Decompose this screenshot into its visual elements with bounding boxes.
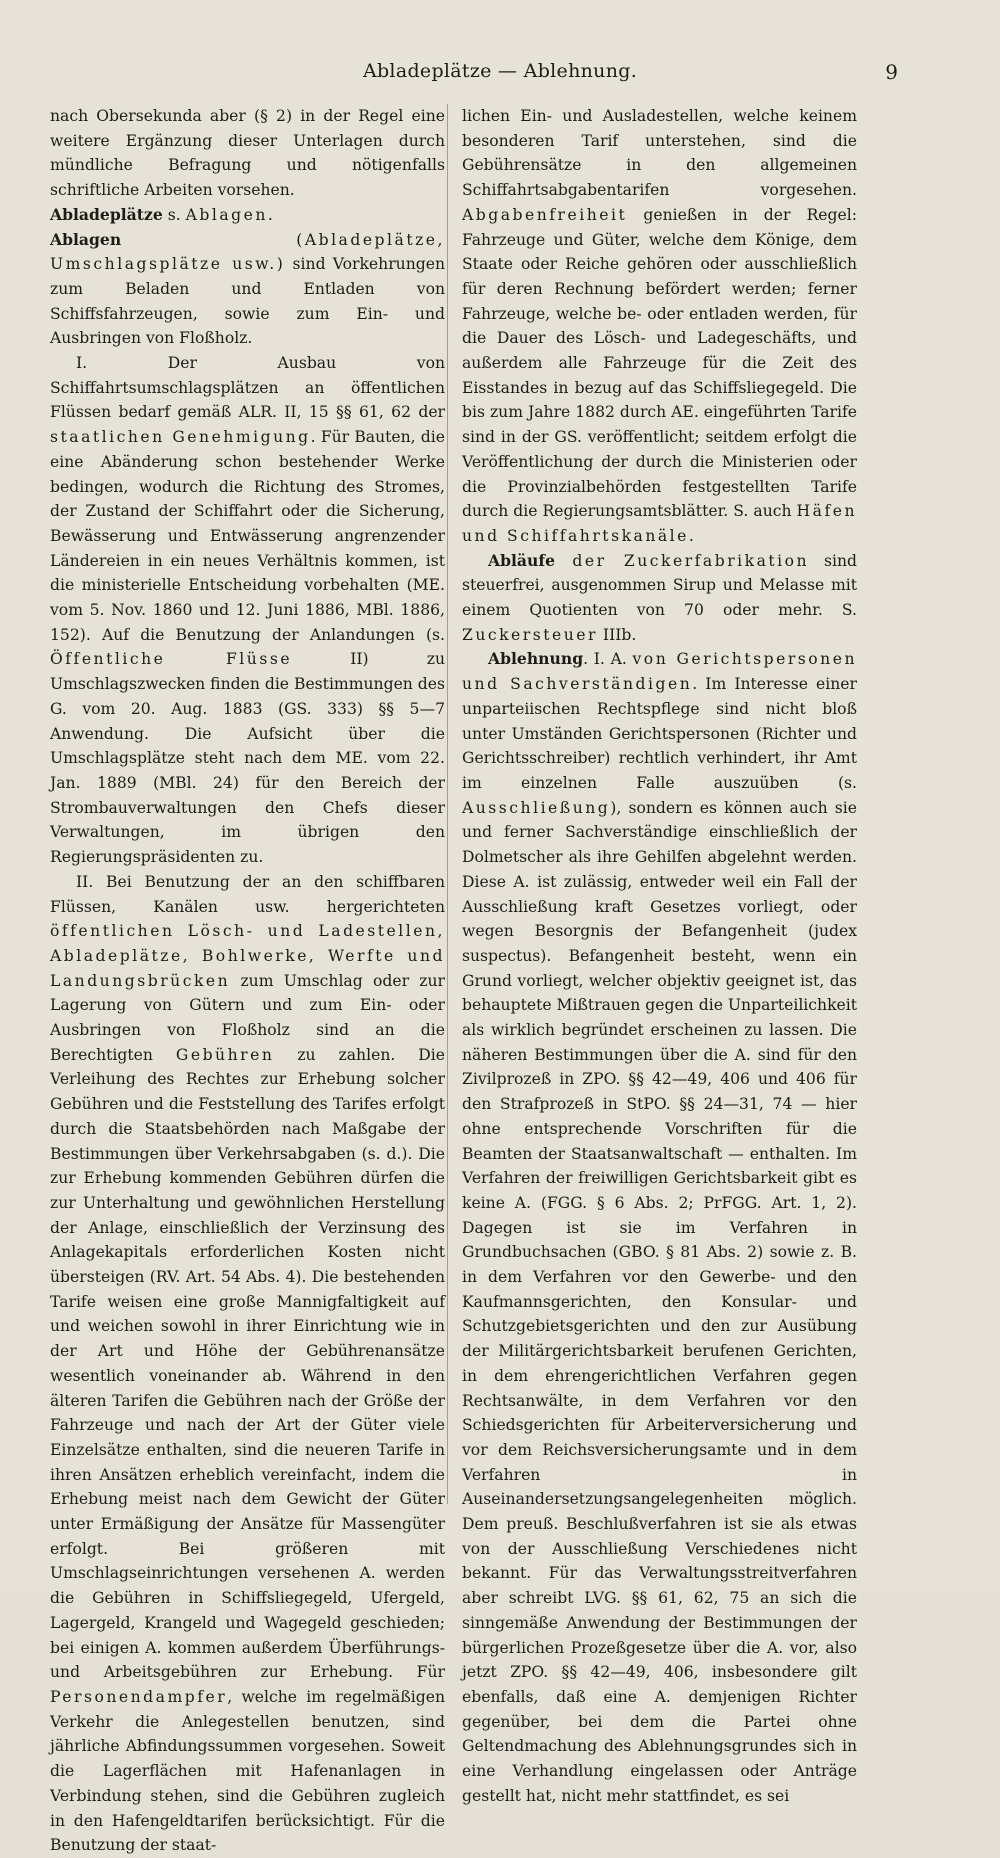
right-column [462, 104, 857, 1809]
cross-reference: Öffentliche Flüsse [50, 650, 293, 669]
entry-abladeplaetze: Abladeplätze s. Ablagen. [50, 204, 273, 224]
section-i: I. Der Ausbau von Schiffahrtsumschlagsplätzen an öffentlichen Flüssen bedarf gemäß ALR. II, 15 §§ 61, 62 der staatlichen Genehmigung. Für Bauten, die eine Abänderung schon bestehender Werke bedingen, wodurch die Richtung des Stromes, der Zustand der Schiffahrt oder die Sicherung, Bewässerung und Entwässerung angrenzender Ländereien in ein neues Verhältnis kommen, ist die ministerielle Entscheidung vorbehalten (ME. vom 5. Nov. 1860 und 12. Juni 1886, MBl. 1886, 152). Auf die Benutzung der Anlandungen (s. Öffentliche Flüsse II) zu Umschlagszwecken finden die Bestimmungen des G. vom 20. Aug. 1883 (GS. 333) §§ 5—7 Anwendung. Die Aufsicht über die Umschlagsplätze steht nach dem ME. vom 22. Jan. 1889 (MBl. 24) für den Bereich der Strombauverwaltungen den Chefs dieser Verwaltungen, im übrigen den Regierungspräsidenten zu. [50, 354, 446, 867]
lemma-abladeplaetze: Abladeplätze [50, 204, 163, 224]
paragraph-continuation: nach Obersekunda aber (§ 2) in der Regel eine weitere Ergänzung dieser Unterlagen durch mündliche Befragung und nötigenfalls schriftliche Arbeiten vorsehen. [50, 107, 445, 200]
lemma-ablehnung: Ablehnung [488, 649, 584, 669]
entry-ablaeufe: Abläufe der Zuckerfabrikation sind steuerfrei, ausgenommen Sirup und Melasse mit einem Quotienten von 70 oder mehr. S. Zuckersteuer IIIb. [462, 550, 857, 644]
cross-reference: Ablagen [185, 205, 268, 224]
page-header [0, 60, 1000, 90]
column-divider [447, 104, 448, 1504]
lemma-ablagen: Ablagen [50, 229, 122, 249]
lemma-ablaeufe: Abläufe [488, 550, 555, 570]
entry-ablagen: Ablagen (Abladeplätze, Umschlagsplätze usw.) sind Vorkehrungen zum Beladen und Entladen von Schiffsfahrzeugen, sowie zum Ein- und Ausbringen von Floßholz. [50, 229, 445, 348]
left-column [50, 104, 445, 1858]
running-head: Abladeplätze — Ablehnung. [362, 60, 638, 82]
cross-reference: Ausschließung [462, 798, 611, 817]
page-number: 9 [885, 60, 898, 84]
entry-ablehnung: Ablehnung. I. A. von Gerichtspersonen und Sachverständigen. Im Interesse einer unparteiischen Rechtspflege sind nicht bloß unter Umständen Gerichtspersonen (Richter und Gerichtsschreiber) rechtlich verhindert, ihr Amt im einzelnen Falle auszuüben (s. Ausschließung), sondern es können auch sie und ferner Sachverständige einschließlich der Dolmetscher als ihre Gehilfen abgelehnt werden. Diese A. ist zulässig, entweder weil ein Fall der Ausschließung kraft Gesetzes vorliegt, oder wegen Besorgnis der Befangenheit (judex suspectus). Befangenheit besteht, wenn ein Grund vorliegt, welcher objektiv geeignet ist, das behauptete Mißtrauen gegen die Unparteilichkeit als wirklich begründet erscheinen zu lassen. Die näheren Bestimmungen über die A. sind für den Zivilprozeß in ZPO. §§ 42—49, 406 und 406 für den Strafprozeß in StPO. §§ 24—31, 74 — hier ohne entsprechende Vorschriften für die Beamten der Staatsanwaltschaft — enthalten. Im Verfahren der freiwilligen Gerichtsbarkeit gibt es keine A. (FGG. § 6 Abs. 2; PrFGG. Art. 1, 2). Dagegen ist sie im Verfahren in Grundbuchsachen (GBO. § 81 Abs. 2) sowie z. B. in dem Verfahren vor den Gewerbe- und den Kaufmannsgerichten, den Konsular- und Schutzgebietsgerichten und den zur Ausübung der Militärgerichtsbarkeit berufenen Gerichten, in dem ehrengerichtlichen Verfahren gegen Rechtsanwälte, in dem Verfahren vor den Schiedsgerichten für Arbeiterversicherung und vor dem Reichsversicherungsamte und in dem Verfahren in Auseinandersetzungsangelegenheiten möglich. Dem preuß. Beschlußverfahren ist sie als etwas von der Ausschließung Verschiedenes nicht bekannt. Für das Verwaltungsstreitverfahren aber schreibt LVG. §§ 61, 62, 75 an sich die sinngemäße Anwendung der Bestimmungen der bürgerlichen Prozeßgesetze über die A. vor, also jetzt ZPO. §§ 42—49, 406, insbesondere gilt ebenfalls, daß eine A. demjenigen Richter gegenüber, bei dem die Partei ohne Geltendmachung des Ablehnungsgrundes sich in eine Verhandlung eingelassen oder Anträge gestellt hat, nicht mehr stattfindet, es sei [462, 649, 857, 1805]
section-ii: II. Bei Benutzung der an den schiffbaren Flüssen, Kanälen usw. hergerichteten öffentlichen Lösch- und Ladestellen, Abladeplätze, Bohlwerke, Werfte und Landungsbrücken zum Umschlag oder zur Lagerung von Gütern und zum Ein- oder Ausbringen von Floßholz sind an die Berechtigten Gebühren zu zahlen. Die Verleihung des Rechtes zur Erhebung solcher Gebühren und die Feststellung des Tarifes erfolgt durch die Staatsbehörden nach Maßgabe der Bestimmungen über Verkehrsabgaben (s. d.). Die zur Erhebung kommenden Gebühren dürfen die zur Unterhaltung und gewöhnlichen Herstellung der Anlage, einschließlich der Verzinsung des Anlagekapitals erforderlichen Kosten nicht übersteigen (RV. Art. 54 Abs. 4). Die bestehenden Tarife weisen eine große Mannigfaltigkeit auf und weichen sowohl in ihrer Einrichtung wie in der Art und Höhe der Gebührenansätze wesentlich voneinander ab. Während in den älteren Tarifen die Gebühren nach der Größe der Fahrzeuge und nach der Art der Güter viele Einzelsätze enthalten, sind die neueren Tarife in ihren Ansätzen erheblich vereinfacht, indem die Erhebung meist nach dem Gewicht der Güter unter Ermäßigung der Ansätze für Massengüter erfolgt. Bei größeren mit Umschlagseinrichtungen versehenen A. werden die Gebühren in Schiffsliegegeld, Ufergeld, Lagergeld, Krangeld und Wagegeld geschieden; bei einigen A. kommen außerdem Überführungs- und Arbeitsgebühren zur Erhebung. Für Personendampfer, welche im regelmäßigen Verkehr die Anlegestellen benutzen, sind jährliche Abfindungssummen vorgesehen. Soweit die Lagerflächen mit Hafenanlagen in Verbindung stehen, sind die Gebühren zugleich in den Hafengeldtarifen berücksichtigt. Für die Benutzung der staat- [50, 872, 445, 1855]
cross-reference: Zuckersteuer [462, 625, 598, 644]
paragraph-continuation: lichen Ein- und Ausladestellen, welche keinem besonderen Tarif unterstehen, sind die Gebührensätze in den allgemeinen Schiffahrtsabgabentarifen vorgesehen. Abgabenfreiheit genießen in der Regel: Fahrzeuge und Güter, welche dem Könige, dem Staate oder Reiche gehören oder ausschließlich für deren Rechnung befördert werden; ferner Fahrzeuge, welche be- oder entladen werden, für die Dauer des Lösch- und Ladegeschäfts, und außerdem alle Fahrzeuge für die Zeit des Eisstandes in bezug auf das Schiffsliegegeld. Die bis zum Jahre 1882 durch AE. eingeführten Tarife sind in der GS. veröffentlicht; seitdem erfolgt die Veröffentlichung der durch die Ministerien oder die Provinzialbehörden festgestellten Tarife durch die Regierungsamtsblätter. S. auch Häfen und Schiffahrtskanäle. [462, 107, 857, 545]
cross-reference: Häfen und Schiffahrtskanäle [462, 502, 857, 545]
